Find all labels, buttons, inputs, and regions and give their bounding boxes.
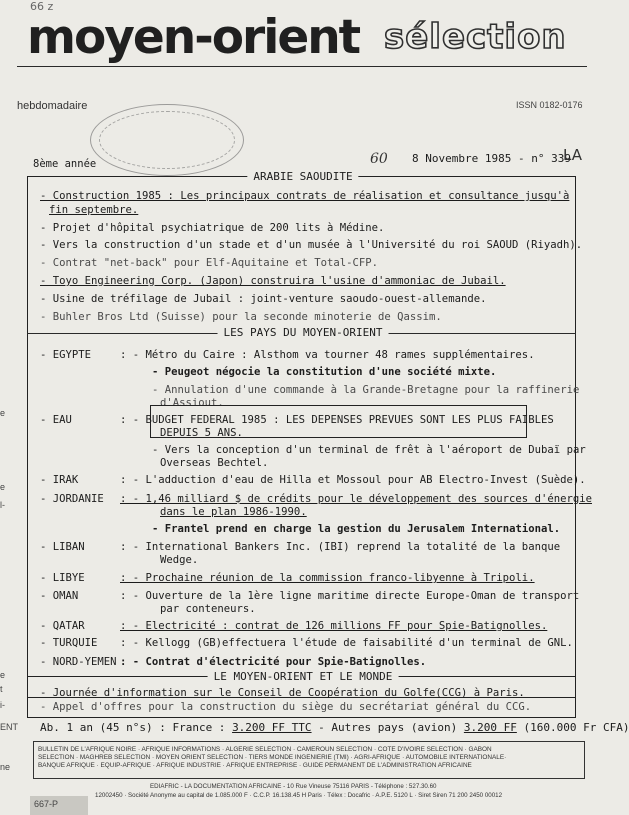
legal-line: 12002450 · Société Anonyme au capital de 1.085.000 F · C.C.P. 16.138.45 H Paris · Télex : Docafric · A.P.E. 5120 L · Siret Siren 71 200 2450 00012 xyxy=(95,792,503,799)
pays-item: : - Electricité : contrat de 126 millions FF pour Spie-Batignolles. xyxy=(120,620,548,632)
arabie-item: - Buhler Bros Ltd (Suisse) pour la seconde minoterie de Qassim. xyxy=(40,311,442,323)
margin-fragment: e xyxy=(0,670,6,680)
section-title-monde: LE MOYEN-ORIENT ET LE MONDE xyxy=(208,670,399,683)
arabie-item: - Vers la construction d'un stade et d'un musée à l'Université du roi SAOUD (Riyadh). xyxy=(40,239,583,251)
pays-item: dans le plan 1986-1990. xyxy=(160,506,307,518)
arabie-item: fin septembre. xyxy=(49,204,139,216)
margin-fragment: e xyxy=(0,482,6,492)
section-title-pays: LES PAYS DU MOYEN-ORIENT xyxy=(218,326,389,339)
pays-item: DEPUIS 5 ANS. xyxy=(160,427,243,439)
pays-item: Overseas Bechtel. xyxy=(160,457,269,469)
issue-date: 8 Novembre 1985 - n° 339 xyxy=(412,152,571,165)
country-label: - TURQUIE xyxy=(40,637,98,649)
pays-item: : - BUDGET FEDERAL 1985 : LES DEPENSES PREVUES SONT LES PLUS FAIBLES xyxy=(120,414,554,426)
pays-item: : - Métro du Caire : Alsthom va tourner 48 rames supplémentaires. xyxy=(120,349,535,361)
arabie-item: - Contrat "net-back" pour Elf-Aquitaine et Total-CFP. xyxy=(40,257,379,269)
country-label: - IRAK xyxy=(40,474,79,486)
pays-item: - Annulation d'une commande à la Grande-Bretagne pour la raffinerie xyxy=(152,384,580,396)
country-label: - LIBAN xyxy=(40,541,85,553)
masthead-title: moyen-orient xyxy=(27,10,360,65)
footer-line: SELECTION · MAGHREB SELECTION · MOYEN ORIENT SELECTION · TIERS MONDE INGENIERIE (TMI) · AGRI-AFRIQUE · AUTOMOBILE INTERNATIONALE· xyxy=(38,754,507,761)
subscription-prefix: Ab. 1 an (45 n°s) : France : xyxy=(40,721,233,734)
margin-fragment: t xyxy=(0,684,3,694)
margin-fragment: i- xyxy=(0,700,5,710)
publisher-line: EDIAFRIC - LA DOCUMENTATION AFRICAINE - 10 Rue Vineuse 75116 PARIS - Téléphone : 527.30.60 xyxy=(150,783,437,790)
handwritten-number: 60 xyxy=(370,151,388,167)
archive-sticker: 667-P xyxy=(30,796,88,815)
pays-item: - Frantel prend en charge la gestion du Jerusalem International. xyxy=(152,523,561,535)
margin-fragment: ne xyxy=(0,762,11,772)
pays-item: : - Contrat d'électricité pour Spie-Batignolles. xyxy=(120,656,427,668)
footer-line: BANQUE AFRIQUE · EQUIP-AFRIQUE · AFRIQUE INDUSTRIE · AFRIQUE ENTREPRISE · GUIDE PERMANENT DE L'ADMINISTRATION AFRICAINE xyxy=(38,762,472,769)
masthead-rule xyxy=(17,66,587,67)
margin-fragment: ENT xyxy=(0,722,18,732)
pays-item: : - 1,46 milliard $ de crédits pour le développement des sources d'énergie xyxy=(120,493,592,505)
arabie-item: - Usine de tréfilage de Jubail : joint-venture saoudo-ouest-allemande. xyxy=(40,293,487,305)
handwritten-mark: LA xyxy=(563,146,582,164)
subscription-france-price: 3.200 FF TTC xyxy=(232,721,312,734)
frequency-label: hebdomadaire xyxy=(17,100,88,112)
country-label: - JORDANIE xyxy=(40,493,104,505)
pays-item: : - Ouverture de la 1ère ligne maritime directe Europe-Oman de transport xyxy=(120,590,580,602)
subscription-middle: - Autres pays (avion) xyxy=(311,721,464,734)
subscription-suffix: (160.000 Fr CFA) xyxy=(516,721,629,734)
arabie-item: - Toyo Engineering Corp. (Japon) construira l'usine d'ammoniac de Jubail. xyxy=(40,275,506,287)
country-label: - EAU xyxy=(40,414,72,426)
pays-item: : - Prochaine réunion de la commission franco-libyenne à Tripoli. xyxy=(120,572,535,584)
pays-item: : - Kellogg (GB)effectuera l'étude de faisabilité d'un terminal de GNL. xyxy=(120,637,573,649)
monde-item: - Journée d'information sur le Conseil de Coopération du Golfe(CCG) à Paris. xyxy=(40,687,525,699)
monde-item: - Appel d'offres pour la construction du siège du secrétariat général du CCG. xyxy=(40,701,532,713)
margin-fragment: e xyxy=(0,408,6,418)
pays-item: : - International Bankers Inc. (IBI) reprend la totalité de la banque xyxy=(120,541,561,553)
footer-line: BULLETIN DE L'AFRIQUE NOIRE · AFRIQUE INFORMATIONS · ALGERIE SELECTION · CAMEROUN SELECTION · COTE D'IVOIRE SELECTION · GABON xyxy=(38,746,492,753)
margin-fragment: l- xyxy=(0,500,5,510)
publications-box xyxy=(33,741,585,779)
pays-item: - Vers la conception d'un terminal de frêt à l'aéroport de Dubaï par xyxy=(152,444,586,456)
handwritten-scribble: 66 z xyxy=(30,0,54,13)
arabie-item: - Projet d'hôpital psychiatrique de 200 lits à Médine. xyxy=(40,222,385,234)
country-label: - QATAR xyxy=(40,620,85,632)
subscription-other-price: 3.200 FF xyxy=(463,721,517,734)
section-title-arabie: ARABIE SAOUDITE xyxy=(247,170,358,183)
country-label: - OMAN xyxy=(40,590,79,602)
arabie-item: - Construction 1985 : Les principaux contrats de réalisation et consultance jusqu'à xyxy=(40,190,570,202)
country-label: - NORD-YEMEN xyxy=(40,656,117,668)
pays-item: - Peugeot négocie la constitution d'une société mixte. xyxy=(152,366,497,378)
pays-item: : - L'adduction d'eau de Hilla et Mossoul pour AB Electro-Invest (Suède). xyxy=(120,474,586,486)
pays-item: par conteneurs. xyxy=(160,603,256,615)
country-label: - EGYPTE xyxy=(40,349,92,361)
year-label: 8ème année xyxy=(33,158,97,170)
pays-item: d'Assiout. xyxy=(160,397,224,409)
issn-label: ISSN 0182-0176 xyxy=(516,100,583,110)
masthead-subtitle: sélection xyxy=(384,17,567,57)
library-stamp xyxy=(90,104,244,176)
subscription-line xyxy=(40,721,629,734)
country-label: - LIBYE xyxy=(40,572,85,584)
pays-item: Wedge. xyxy=(160,554,199,566)
